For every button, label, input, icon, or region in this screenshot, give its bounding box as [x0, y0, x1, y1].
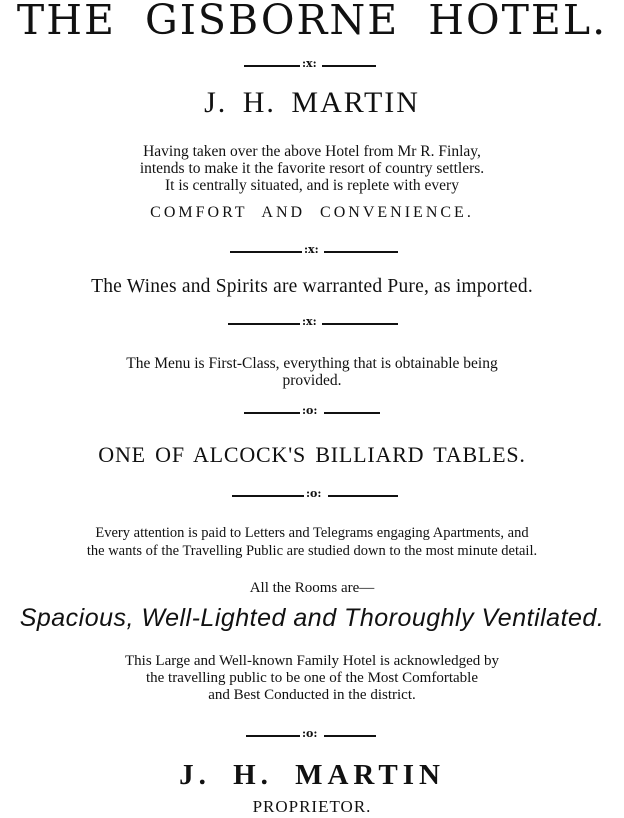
- billiard-heading: ONE OF ALCOCK'S BILLIARD TABLES.: [98, 442, 526, 467]
- signature-title: PROPRIETOR.: [252, 797, 372, 816]
- closing-line: and Best Conducted in the district.: [208, 687, 416, 703]
- attention-line: Every attention is paid to Letters and Telegrams engaging Apartments, and: [95, 525, 529, 541]
- divider: :o:: [244, 407, 380, 419]
- signature-name: J. H. MARTIN: [179, 759, 445, 791]
- rooms-intro: All the Rooms are—: [249, 580, 375, 596]
- divider: :x:: [244, 60, 376, 72]
- wines-statement: The Wines and Spirits are warranted Pure, as imported.: [91, 276, 533, 297]
- intro-line: It is centrally situated, and is replete with every: [165, 177, 459, 194]
- closing-line: This Large and Well-known Family Hotel is acknowledged by: [125, 653, 499, 669]
- closing-line: the travelling public to be one of the Most Comfortable: [145, 670, 478, 686]
- rooms-description: Spacious, Well-Lighted and Thoroughly Ventilated.: [19, 604, 605, 632]
- intro-line: intends to make it the favorite resort of country settlers.: [139, 160, 485, 177]
- menu-line: The Menu is First-Class, everything that is obtainable being: [126, 355, 498, 372]
- hotel-title: THE GISBORNE HOTEL.: [16, 0, 608, 44]
- intro-line: Having taken over the above Hotel from Mr R. Finlay,: [143, 143, 481, 160]
- attention-line: the wants of the Travelling Public are studied down to the most minute detail.: [86, 543, 538, 559]
- divider: :o:: [232, 490, 398, 502]
- divider: :x:: [230, 246, 398, 258]
- divider: :o:: [246, 730, 376, 742]
- menu-line: provided.: [282, 372, 342, 389]
- divider: :x:: [228, 318, 398, 330]
- proprietor-name: J. H. MARTIN: [204, 86, 420, 119]
- comfort-heading: COMFORT AND CONVENIENCE.: [150, 204, 474, 221]
